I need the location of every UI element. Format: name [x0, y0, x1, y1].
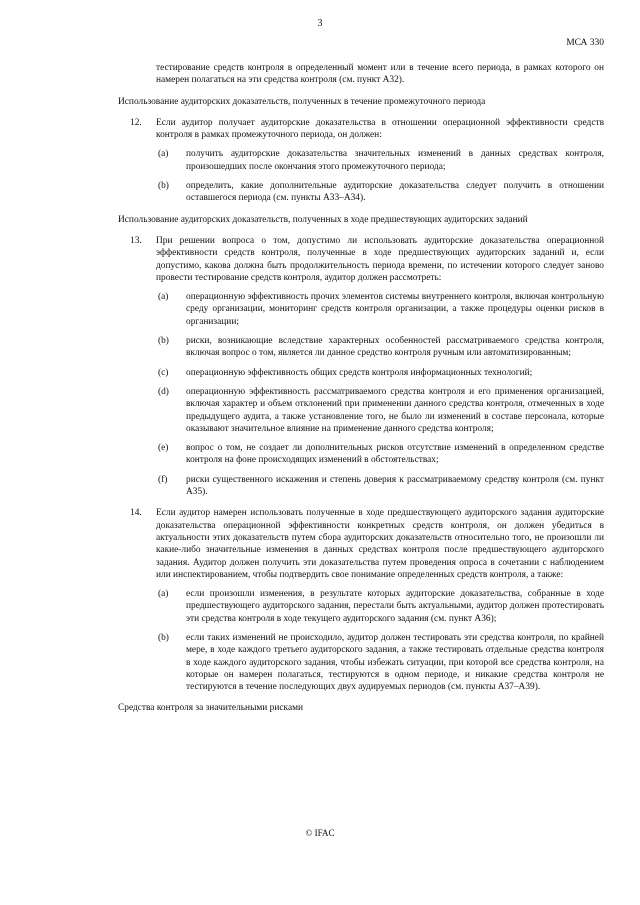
footer-copyright: © IFAC [305, 828, 335, 838]
list-item-label: (a) [158, 292, 169, 303]
paragraph-13 [118, 235, 604, 498]
paragraph-number: 12. [130, 117, 142, 128]
section-heading-significant-risks: Средства контроля за значительными рисками [118, 703, 304, 714]
list-item-text: операционную эффективность прочих элементов системы внутреннего контроля, включая контрольную среду организации, мониторинг средств контроля организации, а также процедуры оценки рисков в организации; [186, 292, 604, 327]
paragraph-12 [118, 117, 604, 205]
document-body [118, 62, 604, 715]
list-item-label: (b) [158, 336, 169, 347]
list-item-label: (f) [158, 474, 168, 485]
paragraph-14 [118, 507, 604, 693]
list-item-label: (a) [158, 149, 169, 160]
list-item [156, 148, 604, 173]
list-item-text: определить, какие дополнительные аудиторские доказательства следует получить в отношении оставшегося периода (см. пункты А33–А34). [186, 181, 604, 204]
list-item-label: (b) [158, 181, 169, 192]
paragraph-text: При решении вопроса о том, допустимо ли использовать аудиторские доказательства операционной эффективности средств контроля, полученные в ходе предшествующих аудиторских заданий и, если допустимо, какова должна быть продолжительность периода времени, по истечении которого следует заново провести тестирование средств контроля, аудитор должен рассмотреть: [156, 235, 604, 283]
list-item [156, 335, 604, 360]
list-item-label: (c) [158, 367, 169, 378]
list-item [156, 474, 604, 499]
list-item-label: (a) [158, 589, 169, 600]
list-item-text: вопрос о том, не создает ли дополнительных рисков отсутствие изменений в определенном средстве контроля на фоне происходящих изменений в обстоятельствах; [186, 443, 604, 466]
list-item [156, 386, 604, 435]
list-item-text: если таких изменений не происходило, аудитор должен тестировать эти средства контроля, по крайней мере, в ходе каждого третьего аудиторского задания, а также тестировать отдельные средства контроля в ходе каждого аудиторского задания, чтобы избежать ситуации, при которой все средства контроля, на которые он намерен полагаться, тестируются в одном периоде, и никакие средства контроля не тестируются в течение последующих двух аудируемых периодов (см. пункты А37–А39). [186, 632, 604, 693]
list-item-text: получить аудиторские доказательства значительных изменений в данных средствах контроля, произошедших после окончания этого промежуточного периода; [186, 149, 604, 172]
list-item-text: риски, возникающие вследствие характерных особенностей рассматриваемого средства контроля, включая вопрос о том, является ли данное средство контроля ручным или автоматизированным; [186, 336, 604, 359]
section-heading-prior-audits: Использование аудиторских доказательств, полученных в ходе предшествующих аудиторских заданий [118, 214, 528, 225]
document-code: МСА 330 [566, 38, 604, 48]
list-item-text: операционную эффективность рассматриваемого средства контроля и его применения организацией, включая характер и объем отклонений при применении данного средства контроля, отмеченных в ходе предыдущего аудита, а также установление того, не было ли изменений в составе персонала, которые оказывают значительное влияние на применение данного средства контроля; [186, 386, 604, 434]
paragraph-text: Если аудитор получает аудиторские доказательства в отношении операционной эффективности средств контроля в рамках промежуточного периода, он должен: [156, 117, 604, 141]
list-item [156, 632, 604, 693]
list-item-text: операционную эффективность общих средств контроля информационных технологий; [186, 367, 533, 378]
list-item-text: если произошли изменения, в результате которых аудиторские доказательства, собранные в ходе предшествующего аудиторского задания, перестали быть актуальными, аудитор должен протестировать эти средства контроля в ходе текущего аудиторского задания (см. пункт А36); [186, 589, 604, 624]
paragraph-number: 13. [130, 235, 142, 246]
list-item [156, 291, 604, 328]
list-item [156, 588, 604, 625]
list-item [156, 180, 604, 205]
list-item [156, 442, 604, 467]
section-heading-interim: Использование аудиторских доказательств, полученных в течение промежуточного периода [118, 96, 486, 107]
paragraph-text: Если аудитор намерен использовать полученные в ходе предшествующего аудиторского задания аудиторские доказательства операционной эффективности конкретных средств контроля, он должен убедиться в актуальности этих доказательств путем сбора аудиторских доказательств относительно того, не произошли ли какие-либо значительные изменения в данных средствах контроля после предшествующего аудиторского задания. Аудитор должен получить эти доказательства путем проведения опроса в сочетании с наблюдением или инспектированием, чтобы подтвердить свое понимание определенных средств контроля, а также: [156, 508, 604, 580]
list-item-label: (d) [158, 386, 169, 397]
intro-text: тестирование средств контроля в определенный момент или в течение всего периода, в рамках которого он намерен полагаться на эти средства контроля (см. пункт А32). [156, 63, 604, 86]
list-item-text: риски существенного искажения и степень доверия к рассматриваемому средству контроля (см. пункт А35). [186, 474, 604, 498]
list-item-label: (b) [158, 632, 169, 643]
list-item-label: (e) [158, 443, 169, 454]
page-number: 3 [317, 18, 323, 29]
list-item [156, 367, 604, 379]
paragraph-number: 14. [130, 508, 142, 519]
